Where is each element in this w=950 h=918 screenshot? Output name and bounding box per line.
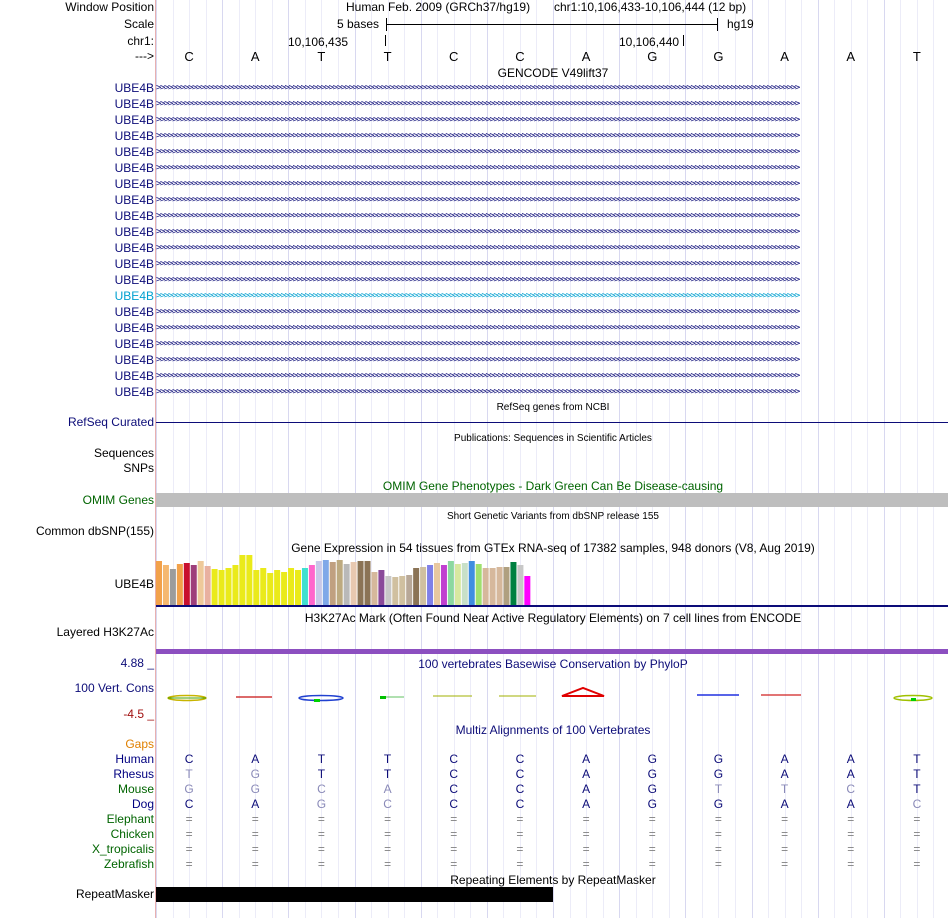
omim-title: OMIM Gene Phenotypes - Dark Green Can Be Disease-causing (382, 479, 724, 493)
multiz-base: = (251, 812, 259, 826)
multiz-base: T (383, 767, 392, 781)
multiz-base: = (516, 857, 524, 871)
position-readout: chr1:10,106,433-10,106,444 (12 bp) (554, 0, 747, 14)
multiz-base: = (847, 827, 855, 841)
base-letter: A (250, 49, 260, 64)
gtex-tissue-bar (365, 561, 371, 605)
gtex-tissue-bar (524, 576, 530, 605)
pubs-sequences-label[interactable]: Sequences (93, 446, 154, 460)
gencode-transcript[interactable]: >>>>>>>>>>>>>>>>>>>>>>>>>>>>>>>>>>>>>>>>>>>>>>>>>>>>>>>>>>>>>>>>>>>>>>>>>>>>>>>>>>>>>>>>>>>>>>>>>>>>>>>>>>>>>>>>>>>>>>>>>>>>>>>>>>>>>>>>>>>>>>>>>>>>>>>>>>>>>>>> (156, 148, 799, 157)
multiz-base: C (515, 782, 525, 796)
ruler-tick-1 (385, 35, 386, 46)
multiz-base: C (383, 797, 392, 811)
base-letter: G (713, 49, 724, 64)
multiz-base: T (913, 782, 921, 796)
gencode-gene-label[interactable]: UBE4B (114, 145, 154, 159)
ruler-coord-1: 10,106,435 (288, 35, 349, 49)
multiz-base: = (516, 827, 524, 841)
gtex-tissue-bar (371, 572, 377, 605)
ruler-coord-2: 10,106,440 (619, 35, 680, 49)
multiz-base: A (780, 797, 789, 811)
multiz-base: = (317, 827, 325, 841)
gtex-tissue-bar (239, 555, 245, 605)
gtex-tissue-bar (177, 564, 183, 605)
multiz-base: A (251, 797, 260, 811)
gtex-tissue-bar (427, 565, 433, 605)
gencode-gene-label[interactable]: UBE4B (114, 369, 154, 383)
gtex-tissue-bar (385, 576, 391, 605)
gtex-tissue-bar (156, 561, 162, 605)
multiz-base: = (516, 812, 524, 826)
strand-label[interactable]: ---> (135, 49, 154, 63)
multiz-base: A (780, 752, 789, 766)
gencode-transcript[interactable]: >>>>>>>>>>>>>>>>>>>>>>>>>>>>>>>>>>>>>>>>>>>>>>>>>>>>>>>>>>>>>>>>>>>>>>>>>>>>>>>>>>>>>>>>>>>>>>>>>>>>>>>>>>>>>>>>>>>>>>>>>>>>>>>>>>>>>>>>>>>>>>>>>>>>>>>>>>>>>>>> (156, 100, 799, 109)
cons-max: 4.88 _ (120, 656, 154, 670)
db-label: hg19 (727, 17, 754, 31)
gencode-title: GENCODE V49lift37 (497, 66, 609, 80)
base-letter: A (780, 49, 789, 64)
gencode-gene-label[interactable]: UBE4B (114, 97, 154, 111)
multiz-base: G (647, 767, 657, 781)
gtex-tissue-bar (504, 567, 510, 605)
cons-wiggle[interactable] (156, 682, 950, 704)
gtex-tissue-bar (309, 565, 315, 605)
base-letter: C (449, 49, 459, 64)
gencode-gene-label[interactable]: UBE4B (114, 353, 154, 367)
gencode-transcript[interactable]: >>>>>>>>>>>>>>>>>>>>>>>>>>>>>>>>>>>>>>>>>>>>>>>>>>>>>>>>>>>>>>>>>>>>>>>>>>>>>>>>>>>>>>>>>>>>>>>>>>>>>>>>>>>>>>>>>>>>>>>>>>>>>>>>>>>>>>>>>>>>>>>>>>>>>>>>>>>>>>>> (156, 116, 799, 125)
multiz-base: C (846, 782, 856, 796)
gencode-transcript[interactable]: >>>>>>>>>>>>>>>>>>>>>>>>>>>>>>>>>>>>>>>>>>>>>>>>>>>>>>>>>>>>>>>>>>>>>>>>>>>>>>>>>>>>>>>>>>>>>>>>>>>>>>>>>>>>>>>>>>>>>>>>>>>>>>>>>>>>>>>>>>>>>>>>>>>>>>>>>>>>>>>> (156, 228, 799, 237)
multiz-base: = (781, 812, 789, 826)
multiz-base: = (714, 842, 722, 856)
cons-title: 100 vertebrates Basewise Conservation by PhyloP (418, 657, 688, 671)
multiz-base: = (913, 827, 921, 841)
multiz-base: = (781, 857, 789, 871)
h3k27ac-label[interactable]: Layered H3K27Ac (56, 625, 154, 639)
multiz-base: = (384, 812, 392, 826)
multiz-base: T (383, 752, 392, 766)
multiz-base: A (846, 767, 855, 781)
multiz-base: G (647, 782, 657, 796)
gtex-tissue-bar (163, 565, 169, 605)
scale-bar-left-tick (386, 18, 387, 31)
multiz-base: = (648, 857, 656, 871)
multiz-base: G (250, 767, 260, 781)
multiz-base: = (714, 827, 722, 841)
gtex-tissue-bar (302, 568, 308, 605)
gtex-tissue-bar (232, 565, 238, 605)
multiz-base: = (251, 842, 259, 856)
assembly-title: Human Feb. 2009 (GRCh37/hg19) (346, 0, 531, 14)
multiz-base: G (184, 782, 194, 796)
multiz-base: = (450, 812, 458, 826)
multiz-base: C (912, 797, 922, 811)
multiz-base: = (913, 812, 921, 826)
gencode-gene-label[interactable]: UBE4B (114, 257, 154, 271)
multiz-base: T (913, 767, 921, 781)
multiz-base: = (714, 812, 722, 826)
multiz-base: = (317, 812, 325, 826)
multiz-base: C (184, 797, 194, 811)
pubs-snps-label[interactable]: SNPs (123, 461, 154, 475)
gtex-baseline (156, 605, 948, 607)
h3k27ac-signal[interactable] (156, 649, 948, 654)
multiz-base: = (847, 842, 855, 856)
gencode-transcript[interactable]: >>>>>>>>>>>>>>>>>>>>>>>>>>>>>>>>>>>>>>>>>>>>>>>>>>>>>>>>>>>>>>>>>>>>>>>>>>>>>>>>>>>>>>>>>>>>>>>>>>>>>>>>>>>>>>>>>>>>>>>>>>>>>>>>>>>>>>>>>>>>>>>>>>>>>>>>>>>>>>>> (156, 212, 799, 221)
multiz-base: = (648, 812, 656, 826)
scale-bar-text: 5 bases (337, 17, 380, 31)
multiz-species-label[interactable]: X_tropicalis (91, 842, 154, 856)
gtex-expression-chart[interactable] (156, 553, 536, 605)
gtex-tissue-bar (455, 564, 461, 605)
gtex-tissue-bar (490, 568, 496, 605)
gencode-transcript[interactable]: >>>>>>>>>>>>>>>>>>>>>>>>>>>>>>>>>>>>>>>>>>>>>>>>>>>>>>>>>>>>>>>>>>>>>>>>>>>>>>>>>>>>>>>>>>>>>>>>>>>>>>>>>>>>>>>>>>>>>>>>>>>>>>>>>>>>>>>>>>>>>>>>>>>>>>>>>>>>>>>> (156, 308, 799, 317)
multiz-base: G (647, 797, 657, 811)
multiz-species-label[interactable]: Chicken (110, 827, 154, 841)
multiz-base: = (317, 857, 325, 871)
multiz-base: C (515, 767, 525, 781)
gtex-tissue-bar (517, 565, 523, 605)
gtex-tissue-bar (392, 577, 398, 605)
multiz-species-label[interactable]: Elephant (106, 812, 154, 826)
gtex-tissue-bar (212, 569, 218, 605)
scale-bar-right-tick (717, 18, 718, 31)
gtex-tissue-bar (413, 568, 419, 605)
base-letter: C (184, 49, 194, 64)
multiz-species-label[interactable]: Rhesus (113, 767, 154, 781)
multiz-base: A (383, 782, 392, 796)
multiz-base: = (317, 842, 325, 856)
gtex-label[interactable]: UBE4B (114, 577, 154, 591)
multiz-base: G (250, 782, 260, 796)
gtex-tissue-bar (378, 570, 384, 605)
multiz-base: C (449, 782, 459, 796)
gtex-tissue-bar (205, 566, 211, 605)
multiz-gaps-label[interactable]: Gaps (125, 737, 154, 751)
gtex-tissue-bar (441, 565, 447, 605)
multiz-base: A (582, 767, 591, 781)
gtex-tissue-bar (198, 561, 204, 605)
repeat-element-bar[interactable] (156, 887, 553, 902)
multiz-species-label[interactable]: Dog (131, 797, 154, 811)
refseq-title: RefSeq genes from NCBI (496, 402, 610, 413)
multiz-base: = (384, 842, 392, 856)
multiz-base: = (847, 857, 855, 871)
gencode-transcript[interactable]: >>>>>>>>>>>>>>>>>>>>>>>>>>>>>>>>>>>>>>>>>>>>>>>>>>>>>>>>>>>>>>>>>>>>>>>>>>>>>>>>>>>>>>>>>>>>>>>>>>>>>>>>>>>>>>>>>>>>>>>>>>>>>>>>>>>>>>>>>>>>>>>>>>>>>>>>>>>>>>>> (156, 388, 799, 397)
multiz-base: = (714, 857, 722, 871)
multiz-base: T (317, 767, 326, 781)
gtex-tissue-bar (448, 561, 454, 605)
gencode-transcript[interactable]: >>>>>>>>>>>>>>>>>>>>>>>>>>>>>>>>>>>>>>>>>>>>>>>>>>>>>>>>>>>>>>>>>>>>>>>>>>>>>>>>>>>>>>>>>>>>>>>>>>>>>>>>>>>>>>>>>>>>>>>>>>>>>>>>>>>>>>>>>>>>>>>>>>>>>>>>>>>>>>>> (156, 260, 799, 269)
gtex-tissue-bar (476, 564, 482, 605)
scale-bar (386, 24, 717, 25)
gencode-transcript[interactable]: >>>>>>>>>>>>>>>>>>>>>>>>>>>>>>>>>>>>>>>>>>>>>>>>>>>>>>>>>>>>>>>>>>>>>>>>>>>>>>>>>>>>>>>>>>>>>>>>>>>>>>>>>>>>>>>>>>>>>>>>>>>>>>>>>>>>>>>>>>>>>>>>>>>>>>>>>>>>>>>> (156, 196, 799, 205)
pubs-title: Publications: Sequences in Scientific Articles (454, 433, 652, 444)
gtex-tissue-bar (462, 563, 468, 605)
ruler-tick-2 (683, 35, 684, 46)
gtex-tissue-bar (510, 562, 516, 605)
gencode-gene-label[interactable]: UBE4B (114, 385, 154, 399)
base-letter: C (515, 49, 525, 64)
gencode-transcript[interactable]: >>>>>>>>>>>>>>>>>>>>>>>>>>>>>>>>>>>>>>>>>>>>>>>>>>>>>>>>>>>>>>>>>>>>>>>>>>>>>>>>>>>>>>>>>>>>>>>>>>>>>>>>>>>>>>>>>>>>>>>>>>>>>>>>>>>>>>>>>>>>>>>>>>>>>>>>>>>>>>>> (156, 356, 799, 365)
multiz-base: = (185, 827, 193, 841)
multiz-base: = (185, 842, 193, 856)
gencode-transcript[interactable]: >>>>>>>>>>>>>>>>>>>>>>>>>>>>>>>>>>>>>>>>>>>>>>>>>>>>>>>>>>>>>>>>>>>>>>>>>>>>>>>>>>>>>>>>>>>>>>>>>>>>>>>>>>>>>>>>>>>>>>>>>>>>>>>>>>>>>>>>>>>>>>>>>>>>>>>>>>>>>>>> (156, 324, 799, 333)
multiz-species-label[interactable]: Mouse (117, 782, 154, 796)
base-letter: G (647, 49, 658, 64)
multiz-base: T (185, 767, 193, 781)
multiz-base: G (316, 797, 327, 811)
gtex-tissue-bar (483, 568, 489, 605)
multiz-species-label[interactable]: Human (115, 752, 154, 766)
multiz-base: = (185, 857, 193, 871)
gtex-tissue-bar (226, 568, 232, 605)
base-letter: A (846, 49, 856, 64)
gtex-tissue-bar (191, 565, 197, 605)
chr-label[interactable]: chr1: (127, 34, 154, 48)
gencode-transcript[interactable]: >>>>>>>>>>>>>>>>>>>>>>>>>>>>>>>>>>>>>>>>>>>>>>>>>>>>>>>>>>>>>>>>>>>>>>>>>>>>>>>>>>>>>>>>>>>>>>>>>>>>>>>>>>>>>>>>>>>>>>>>>>>>>>>>>>>>>>>>>>>>>>>>>>>>>>>>>>>>>>>> (156, 164, 799, 173)
gtex-tissue-bar (184, 563, 190, 605)
multiz-base: C (449, 797, 459, 811)
gencode-gene-label[interactable]: UBE4B (114, 289, 154, 303)
gtex-tissue-bar (274, 570, 280, 605)
multiz-base: A (582, 797, 591, 811)
multiz-base: C (515, 752, 525, 766)
multiz-base: A (582, 782, 591, 796)
multiz-base: A (251, 752, 260, 766)
gencode-gene-label[interactable]: UBE4B (114, 225, 154, 239)
base-letter: A (581, 49, 591, 64)
scale-label[interactable]: Scale (123, 17, 154, 31)
multiz-base: = (781, 827, 789, 841)
gencode-gene-label[interactable]: UBE4B (114, 81, 154, 95)
multiz-base: = (582, 827, 590, 841)
multiz-base: = (648, 842, 656, 856)
gencode-transcript[interactable]: >>>>>>>>>>>>>>>>>>>>>>>>>>>>>>>>>>>>>>>>>>>>>>>>>>>>>>>>>>>>>>>>>>>>>>>>>>>>>>>>>>>>>>>>>>>>>>>>>>>>>>>>>>>>>>>>>>>>>>>>>>>>>>>>>>>>>>>>>>>>>>>>>>>>>>>>>>>>>>>> (156, 132, 799, 141)
gencode-gene-label[interactable]: UBE4B (114, 193, 154, 207)
gtex-tissue-bar (420, 567, 426, 605)
multiz-base: = (913, 842, 921, 856)
gencode-gene-label[interactable]: UBE4B (114, 321, 154, 335)
gencode-gene-label[interactable]: UBE4B (114, 129, 154, 143)
gtex-tissue-bar (323, 560, 329, 605)
base-letter: T (912, 49, 921, 64)
gtex-tissue-bar (170, 569, 176, 605)
gencode-transcript[interactable]: >>>>>>>>>>>>>>>>>>>>>>>>>>>>>>>>>>>>>>>>>>>>>>>>>>>>>>>>>>>>>>>>>>>>>>>>>>>>>>>>>>>>>>>>>>>>>>>>>>>>>>>>>>>>>>>>>>>>>>>>>>>>>>>>>>>>>>>>>>>>>>>>>>>>>>>>>>>>>>>> (156, 340, 799, 349)
multiz-species-label[interactable]: Zebrafish (103, 857, 154, 871)
gtex-tissue-bar (406, 575, 412, 605)
omim-gene-bar[interactable] (156, 493, 948, 507)
gtex-tissue-bar (267, 573, 273, 605)
gtex-tissue-bar (358, 561, 364, 605)
multiz-base: G (713, 752, 724, 766)
gencode-transcript[interactable]: >>>>>>>>>>>>>>>>>>>>>>>>>>>>>>>>>>>>>>>>>>>>>>>>>>>>>>>>>>>>>>>>>>>>>>>>>>>>>>>>>>>>>>>>>>>>>>>>>>>>>>>>>>>>>>>>>>>>>>>>>>>>>>>>>>>>>>>>>>>>>>>>>>>>>>>>>>>>>>>> (156, 292, 799, 301)
repeat-title: Repeating Elements by RepeatMasker (450, 873, 656, 887)
gencode-gene-label[interactable]: UBE4B (114, 241, 154, 255)
multiz-base: G (713, 767, 724, 781)
gtex-title: Gene Expression in 54 tissues from GTEx RNA-seq of 17382 samples, 948 donors (V8, Aug 2019) (291, 541, 815, 555)
multiz-base: = (847, 812, 855, 826)
multiz-base: = (648, 827, 656, 841)
multiz-base: G (713, 797, 724, 811)
multiz-base: = (913, 857, 921, 871)
omim-label[interactable]: OMIM Genes (82, 493, 154, 507)
gencode-transcript[interactable]: >>>>>>>>>>>>>>>>>>>>>>>>>>>>>>>>>>>>>>>>>>>>>>>>>>>>>>>>>>>>>>>>>>>>>>>>>>>>>>>>>>>>>>>>>>>>>>>>>>>>>>>>>>>>>>>>>>>>>>>>>>>>>>>>>>>>>>>>>>>>>>>>>>>>>>>>>>>>>>>> (156, 180, 799, 189)
multiz-base: = (185, 812, 193, 826)
gtex-tissue-bar (260, 568, 266, 605)
gtex-tissue-bar (253, 570, 259, 605)
gtex-tissue-bar (337, 560, 343, 605)
multiz-base: = (450, 857, 458, 871)
multiz-base: = (251, 857, 259, 871)
multiz-base: A (780, 767, 789, 781)
gencode-transcript[interactable]: >>>>>>>>>>>>>>>>>>>>>>>>>>>>>>>>>>>>>>>>>>>>>>>>>>>>>>>>>>>>>>>>>>>>>>>>>>>>>>>>>>>>>>>>>>>>>>>>>>>>>>>>>>>>>>>>>>>>>>>>>>>>>>>>>>>>>>>>>>>>>>>>>>>>>>>>>>>>>>>> (156, 372, 799, 381)
multiz-base: = (384, 827, 392, 841)
multiz-base: G (647, 752, 657, 766)
refseq-label[interactable]: RefSeq Curated (67, 415, 154, 429)
multiz-base: = (781, 842, 789, 856)
gencode-gene-label[interactable]: UBE4B (114, 337, 154, 351)
multiz-base: = (450, 827, 458, 841)
gtex-tissue-bar (344, 564, 350, 605)
multiz-base: = (582, 812, 590, 826)
multiz-base: = (582, 842, 590, 856)
gencode-gene-label[interactable]: UBE4B (114, 161, 154, 175)
gtex-tissue-bar (281, 572, 287, 605)
gtex-tissue-bar (295, 570, 301, 605)
multiz-base: = (384, 857, 392, 871)
multiz-base: C (515, 797, 525, 811)
cons-min: -4.5 _ (123, 707, 154, 721)
multiz-base: T (714, 782, 723, 796)
multiz-base: = (582, 857, 590, 871)
gtex-tissue-bar (330, 562, 336, 605)
gtex-tissue-bar (497, 567, 503, 605)
multiz-base: = (251, 827, 259, 841)
multiz-title: Multiz Alignments of 100 Vertebrates (455, 723, 651, 737)
gencode-gene-label[interactable]: UBE4B (114, 209, 154, 223)
gtex-tissue-bar (316, 561, 322, 605)
cons-label[interactable]: 100 Vert. Cons (74, 681, 154, 695)
dbsnp-label[interactable]: Common dbSNP(155) (35, 524, 154, 538)
multiz-base: = (450, 842, 458, 856)
gtex-tissue-bar (399, 576, 405, 605)
multiz-base: A (582, 752, 591, 766)
multiz-base: T (317, 752, 326, 766)
gtex-tissue-bar (469, 561, 475, 605)
gencode-transcript[interactable]: >>>>>>>>>>>>>>>>>>>>>>>>>>>>>>>>>>>>>>>>>>>>>>>>>>>>>>>>>>>>>>>>>>>>>>>>>>>>>>>>>>>>>>>>>>>>>>>>>>>>>>>>>>>>>>>>>>>>>>>>>>>>>>>>>>>>>>>>>>>>>>>>>>>>>>>>>>>>>>>> (156, 84, 799, 93)
window-position-label[interactable]: Window Position (65, 0, 154, 14)
gencode-gene-label[interactable]: UBE4B (114, 177, 154, 191)
gencode-gene-label[interactable]: UBE4B (114, 113, 154, 127)
gtex-tissue-bar (288, 568, 294, 605)
gtex-tissue-bar (219, 570, 225, 605)
multiz-base: T (780, 782, 789, 796)
h3k27ac-title: H3K27Ac Mark (Often Found Near Active Regulatory Elements) on 7 cell lines from ENCODE (304, 611, 802, 625)
multiz-base: C (449, 752, 459, 766)
gtex-tissue-bar (434, 563, 440, 605)
multiz-base: A (846, 797, 855, 811)
multiz-base: C (184, 752, 194, 766)
multiz-base: C (449, 767, 459, 781)
gtex-tissue-bar (246, 555, 252, 605)
repeat-label[interactable]: RepeatMasker (75, 887, 154, 901)
multiz-base: = (516, 842, 524, 856)
refseq-gene-line[interactable] (156, 422, 948, 423)
gencode-transcript[interactable]: >>>>>>>>>>>>>>>>>>>>>>>>>>>>>>>>>>>>>>>>>>>>>>>>>>>>>>>>>>>>>>>>>>>>>>>>>>>>>>>>>>>>>>>>>>>>>>>>>>>>>>>>>>>>>>>>>>>>>>>>>>>>>>>>>>>>>>>>>>>>>>>>>>>>>>>>>>>>>>>> (156, 244, 799, 253)
multiz-base: A (846, 752, 855, 766)
base-letter: T (383, 49, 392, 64)
multiz-base: C (317, 782, 326, 796)
dbsnp-title: Short Genetic Variants from dbSNP release 155 (447, 511, 659, 522)
gtex-tissue-bar (351, 562, 357, 605)
gencode-transcript[interactable]: >>>>>>>>>>>>>>>>>>>>>>>>>>>>>>>>>>>>>>>>>>>>>>>>>>>>>>>>>>>>>>>>>>>>>>>>>>>>>>>>>>>>>>>>>>>>>>>>>>>>>>>>>>>>>>>>>>>>>>>>>>>>>>>>>>>>>>>>>>>>>>>>>>>>>>>>>>>>>>>> (156, 276, 799, 285)
gencode-gene-label[interactable]: UBE4B (114, 305, 154, 319)
base-letter: T (317, 49, 326, 64)
multiz-base: T (913, 752, 921, 766)
gencode-gene-label[interactable]: UBE4B (114, 273, 154, 287)
